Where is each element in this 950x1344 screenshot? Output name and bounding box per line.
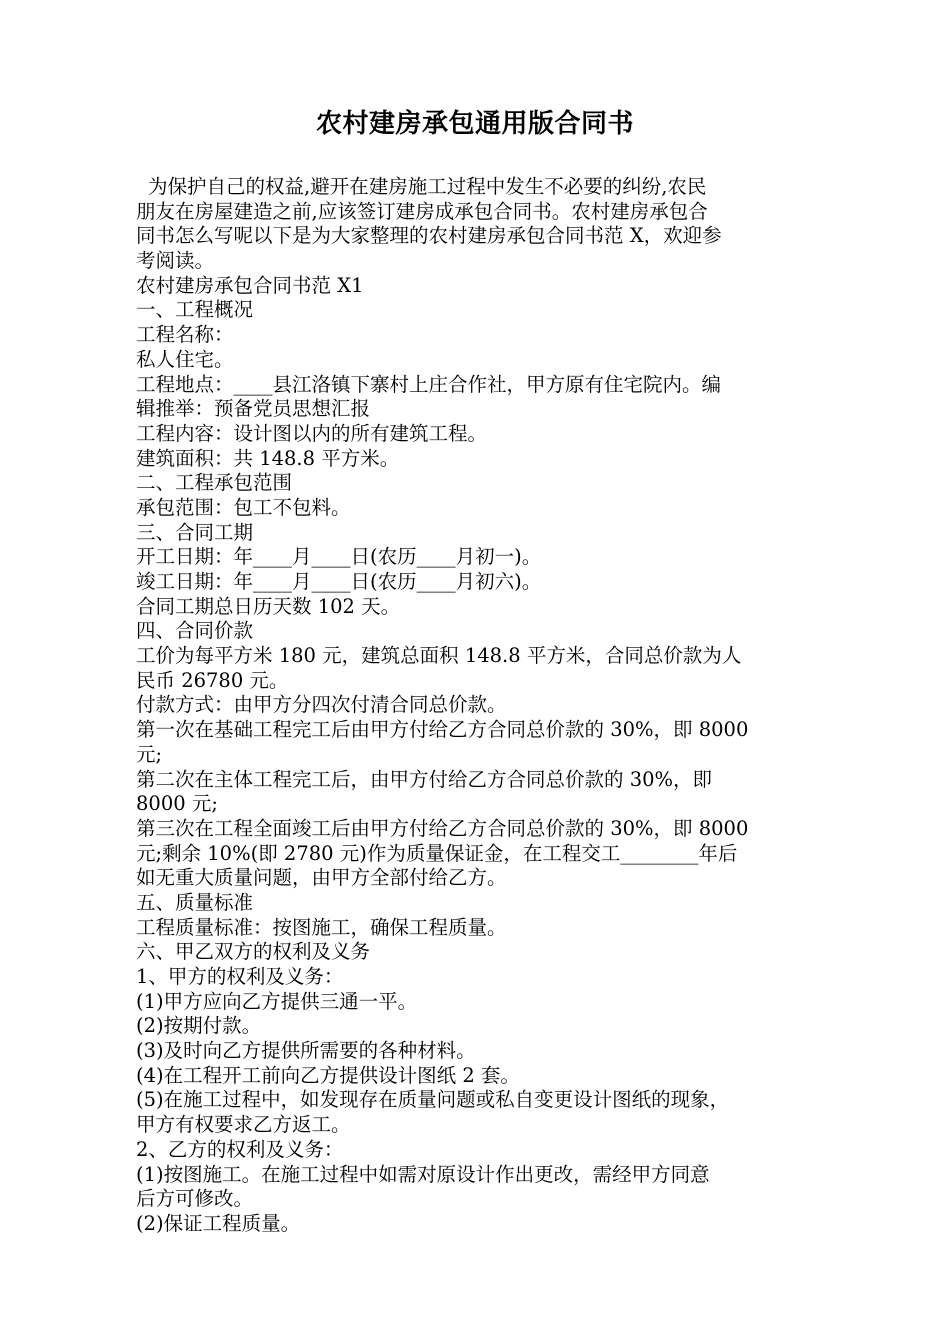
list-item: (1)甲方应向乙方提供三通一平。	[136, 989, 418, 1013]
paragraph-line: 第二次在主体工程完工后，由甲方付给乙方合同总价款的 30%，即	[136, 767, 713, 791]
section-heading: 五、质量标准	[136, 890, 254, 914]
document-body	[136, 175, 826, 1237]
section-heading: 六、甲乙双方的权利及义务	[136, 940, 371, 964]
paragraph-line: 元;	[136, 742, 163, 766]
section-heading: 四、合同价款	[136, 619, 254, 643]
paragraph-line: 为保护自己的权益,避开在建房施工过程中发生不必要的纠纷,农民	[148, 175, 707, 198]
paragraph-line: 私人住宅。	[136, 347, 234, 371]
list-item: (2)按期付款。	[136, 1014, 262, 1038]
paragraph-line: 合同工期总日历天数 102 天。	[136, 594, 401, 618]
paragraph-line: 辑推举：预备党员思想汇报	[136, 397, 371, 421]
subsection-heading: 1、甲方的权利及义务：	[136, 965, 344, 988]
paragraph-line: 工价为每平方米 180 元，建筑总面积 148.8 平方米，合同总价款为人	[136, 644, 742, 668]
paragraph-line: 8000 元;	[136, 792, 218, 816]
paragraph-line: 朋友在房屋建造之前,应该签订建房成承包合同书。农村建房承包合	[136, 199, 708, 223]
list-item: 后方可修改。	[136, 1187, 254, 1211]
paragraph-line: 工程名称：	[136, 323, 234, 347]
list-item: 甲方有权要求乙方返工。	[136, 1113, 351, 1137]
paragraph-line: 第三次在工程全面竣工后由甲方付给乙方合同总价款的 30%，即 8000	[136, 816, 749, 840]
paragraph-line: 付款方式：由甲方分四次付清合同总价款。	[136, 693, 507, 717]
section-heading: 一、工程概况	[136, 298, 254, 322]
paragraph-line: 工程内容：设计图以内的所有建筑工程。	[136, 421, 488, 445]
list-item: (4)在工程开工前向乙方提供设计图纸 2 套。	[136, 1063, 520, 1087]
paragraph-line: 元;剩余 10%(即 2780 元)作为质量保证金，在工程交工________年后	[136, 841, 738, 865]
subsection-heading: 2、乙方的权利及义务：	[136, 1137, 344, 1161]
paragraph-line: 考阅读。	[136, 249, 215, 273]
paragraph-line: 工程质量标准：按图施工，确保工程质量。	[136, 915, 507, 939]
list-item: (5)在施工过程中，如发现存在质量问题或私自变更设计图纸的现象，	[136, 1088, 730, 1112]
paragraph-line: 承包范围：包工不包料。	[136, 495, 351, 519]
document-title: 农村建房承包通用版合同书	[315, 109, 634, 139]
list-item: (3)及时向乙方提供所需要的各种材料。	[136, 1039, 476, 1063]
section-heading: 二、工程承包范围	[136, 471, 293, 495]
list-item: (2)保证工程质量。	[136, 1211, 301, 1235]
paragraph-line: 工程地点：____县江洛镇下寨村上庄合作社，甲方原有住宅院内。编	[136, 372, 722, 396]
paragraph-line: 同书怎么写呢以下是为大家整理的农村建房承包合同书范 X，欢迎参	[136, 224, 722, 248]
paragraph-line: 民币 26780 元。	[136, 668, 289, 692]
section-heading: 三、合同工期	[136, 520, 254, 544]
paragraph-line: 建筑面积：共 148.8 平方米。	[136, 446, 400, 470]
section-heading: 农村建房承包合同书范 X1	[136, 273, 364, 297]
list-item: (1)按图施工。在施工过程中如需对原设计作出更改，需经甲方同意	[136, 1162, 710, 1186]
paragraph-line: 开工日期：年____月____日(农历____月初一)。	[136, 545, 542, 569]
paragraph-line: 第一次在基础工程完工后由甲方付给乙方合同总价款的 30%，即 8000	[136, 718, 749, 742]
paragraph-line: 如无重大质量问题，由甲方全部付给乙方。	[136, 866, 507, 890]
paragraph-line: 竣工日期：年____月____日(农历____月初六)。	[136, 570, 542, 593]
